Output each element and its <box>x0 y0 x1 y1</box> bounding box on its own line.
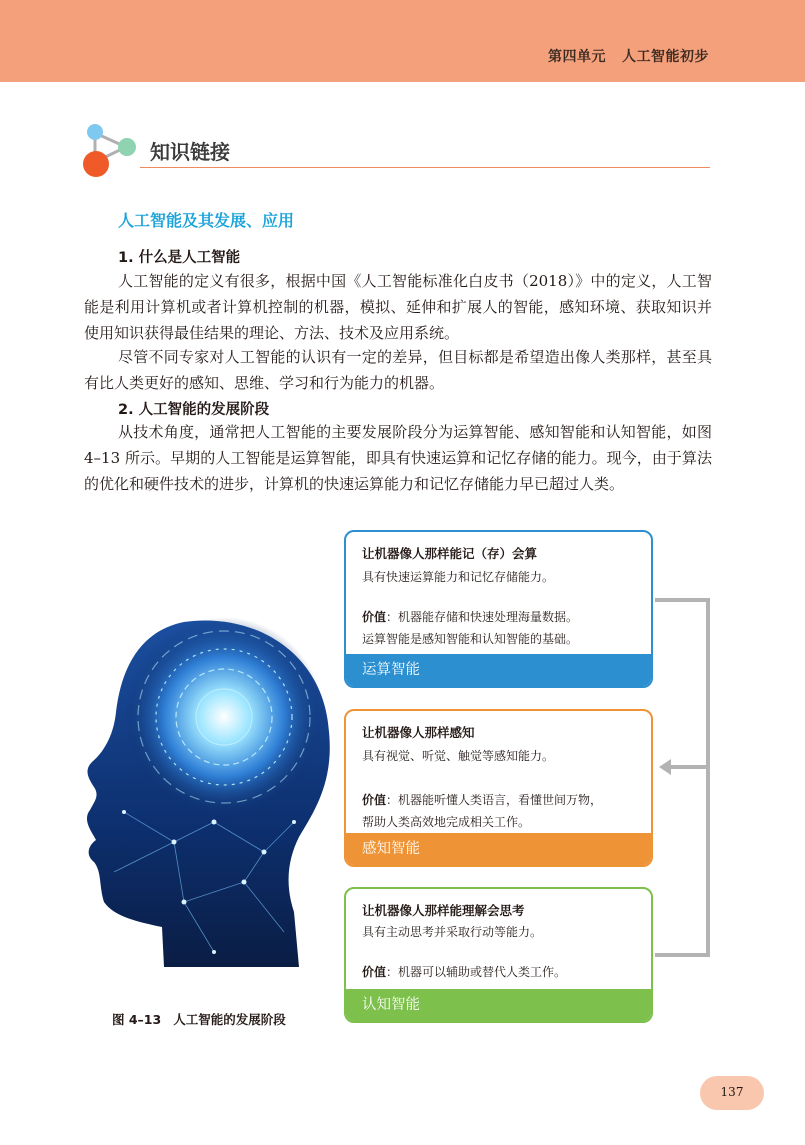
paragraph-definition: 人工智能的定义有很多，根据中国《人工智能标准化白皮书（2018）》中的定义，人工智能是利用计算机或者计算机控制的机器，模拟、延伸和扩展人的智能，感知环境、获取知识并使用知识获得最佳结果的理论、方法、技术及应用系统。 <box>84 272 712 342</box>
card-value <box>362 791 602 808</box>
page-number: 137 <box>720 1085 744 1099</box>
header-bar <box>0 0 805 82</box>
card-heading: 让机器像人那样能记（存）会算 <box>362 546 538 561</box>
knowledge-link-title: 知识链接 <box>150 140 230 164</box>
value-text: ：机器能存储和快速处理海量数据。 <box>386 610 579 624</box>
section-title: 人工智能及其发展、应用 <box>118 211 295 230</box>
unit-number: 第四单元 <box>548 49 606 65</box>
divider <box>140 167 710 168</box>
card-footer-label: 认知智能 <box>346 989 651 1021</box>
card-heading: 让机器像人那样能理解会思考 <box>362 903 525 918</box>
card-line: 具有快速运算能力和记忆存储能力。 <box>362 570 555 584</box>
value-label: 价值 <box>362 793 387 807</box>
card-line: 具有主动思考并采取行动等能力。 <box>362 925 543 939</box>
card-line: 运算智能是感知智能和认知智能的基础。 <box>362 632 579 646</box>
value-label: 价值 <box>362 965 387 979</box>
figure-number: 图 4–13 <box>112 1012 162 1027</box>
subheading-what-is-ai: 1. 什么是人工智能 <box>118 250 241 266</box>
unit-label <box>548 46 709 66</box>
card-cognitive-intelligence <box>344 887 653 1023</box>
card-value <box>362 608 578 625</box>
card-heading: 让机器像人那样感知 <box>362 725 475 740</box>
figure-caption-text: 人工智能的发展阶段 <box>173 1012 286 1027</box>
card-perceptual-intelligence <box>344 709 653 867</box>
subheading-stages: 2. 人工智能的发展阶段 <box>118 402 270 418</box>
value-text: ：机器能听懂人类语言，看懂世间万物， <box>386 793 603 807</box>
card-computing-intelligence <box>344 530 653 688</box>
value-text: ：机器可以辅助或替代人类工作。 <box>386 965 567 979</box>
stage-connector-arrows <box>655 590 715 980</box>
card-line: 帮助人类高效地完成相关工作。 <box>362 815 531 829</box>
molecule-icon <box>82 122 142 180</box>
ai-head-image <box>44 582 364 992</box>
card-value <box>362 963 566 980</box>
unit-title: 人工智能初步 <box>622 49 709 65</box>
figure-caption <box>112 1010 286 1028</box>
card-footer-label: 感知智能 <box>346 833 651 865</box>
card-footer-label: 运算智能 <box>346 654 651 686</box>
paragraph-stages: 从技术角度，通常把人工智能的主要发展阶段分为运算智能、感知智能和认知智能，如图 4–13 所示。早期的人工智能是运算智能，即具有快速运算和记忆存储的能力。现今，由于算法的优化和硬件技术的进步，计算机的快速运算能力和记忆存储能力早已超过人类。 <box>84 423 712 493</box>
value-label: 价值 <box>362 610 387 624</box>
card-line: 具有视觉、听觉、触觉等感知能力。 <box>362 749 555 763</box>
paragraph-goals: 尽管不同专家对人工智能的认识有一定的差异，但目标都是希望造出像人类那样，甚至具有比人类更好的感知、思维、学习和行为能力的机器。 <box>84 348 712 392</box>
